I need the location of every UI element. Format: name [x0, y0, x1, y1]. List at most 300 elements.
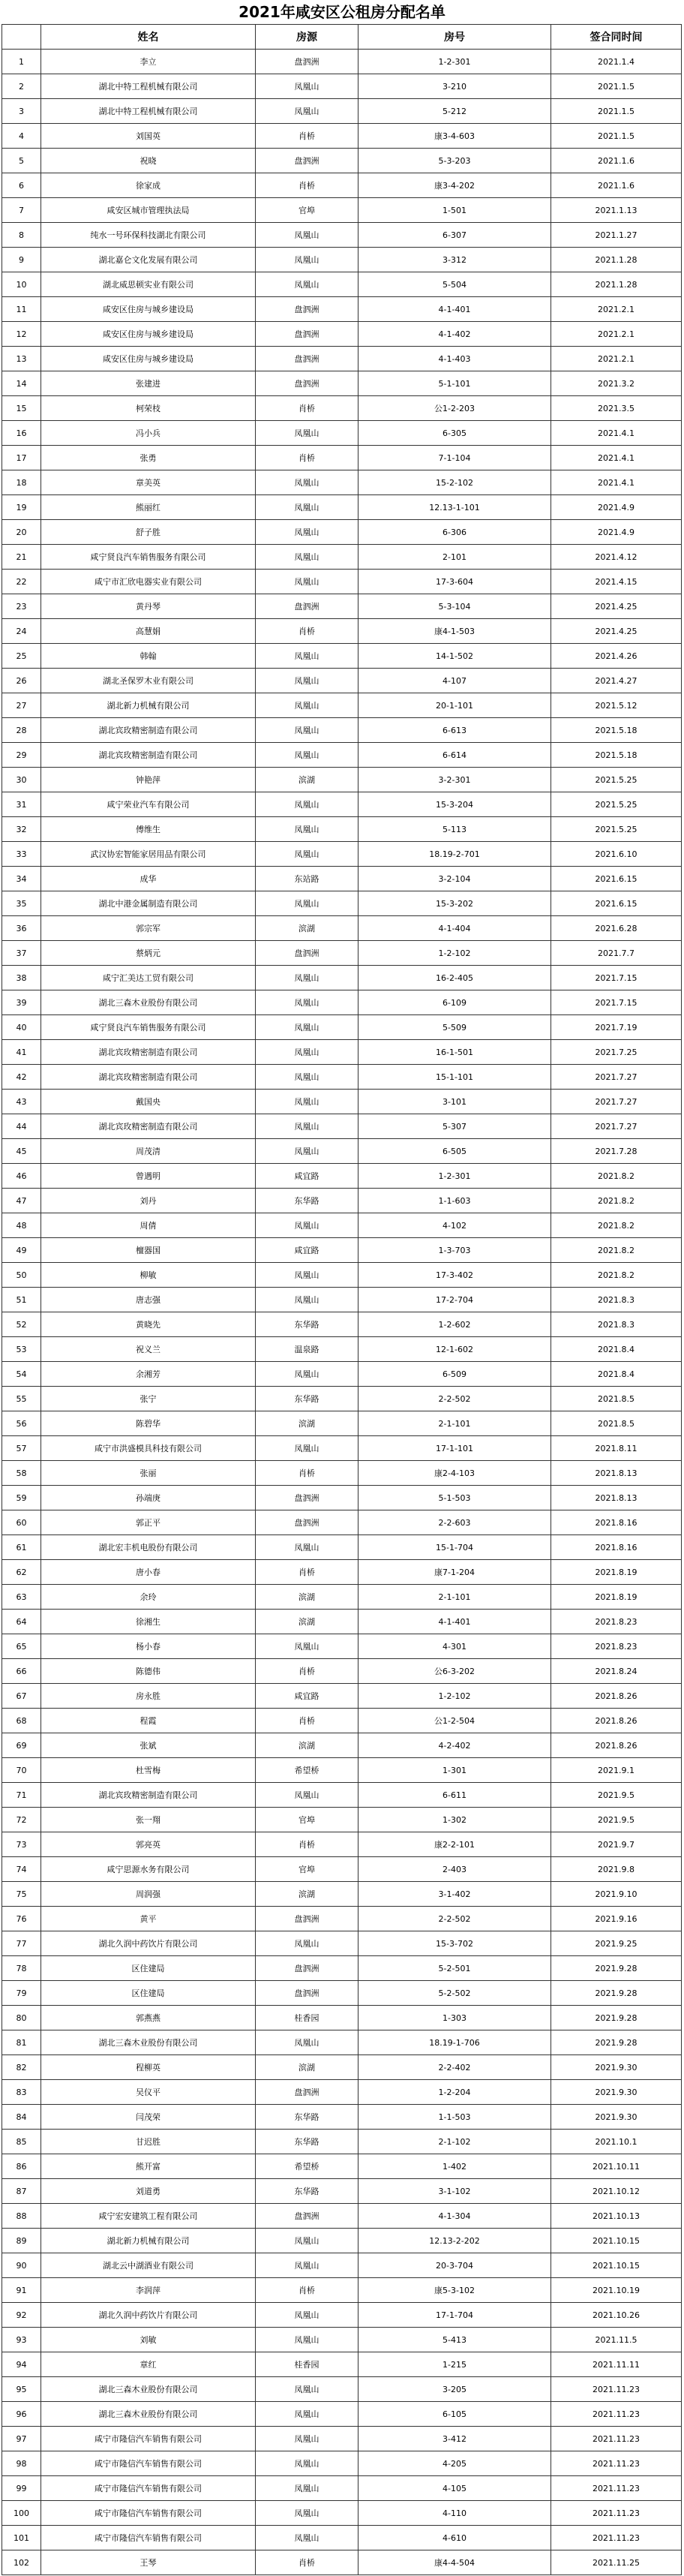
table-row [2, 2278, 682, 2303]
row-name: 杜雪梅 [41, 1758, 256, 1783]
row-name: 区住建局 [41, 1956, 256, 1981]
row-contract-date: 2021.7.15 [551, 990, 682, 1015]
row-room-number: 2-1-101 [358, 1585, 551, 1610]
row-room-number: 15-3-702 [358, 1931, 551, 1956]
row-housing-source: 凤凰山 [256, 1634, 358, 1659]
row-name: 张勇 [41, 446, 256, 470]
table-row [2, 1981, 682, 2006]
row-index: 2 [2, 74, 41, 99]
row-room-number: 3-412 [358, 2427, 551, 2451]
row-index: 28 [2, 718, 41, 743]
row-housing-source: 凤凰山 [256, 1213, 358, 1238]
row-name: 唐小春 [41, 1560, 256, 1585]
row-room-number: 17-1-101 [358, 1436, 551, 1461]
row-contract-date: 2021.9.28 [551, 2006, 682, 2030]
row-index: 32 [2, 817, 41, 842]
row-contract-date: 2021.10.19 [551, 2278, 682, 2303]
row-room-number: 1-1-503 [358, 2105, 551, 2130]
row-housing-source: 凤凰山 [256, 545, 358, 570]
row-name: 湖北久润中药饮片有限公司 [41, 2303, 256, 2328]
row-housing-source: 凤凰山 [256, 470, 358, 495]
row-index: 31 [2, 792, 41, 817]
row-name: 湖北新力机械有限公司 [41, 693, 256, 718]
table-row [2, 2055, 682, 2080]
row-name: 咸宁市隆信汽车销售有限公司 [41, 2427, 256, 2451]
row-housing-source: 凤凰山 [256, 2253, 358, 2278]
table-row [2, 1337, 682, 1362]
row-index: 33 [2, 842, 41, 867]
row-contract-date: 2021.3.2 [551, 371, 682, 396]
row-housing-source: 桂香园 [256, 2352, 358, 2377]
row-index: 65 [2, 1634, 41, 1659]
row-index: 42 [2, 1065, 41, 1090]
row-contract-date: 2021.8.26 [551, 1733, 682, 1758]
table-row [2, 1659, 682, 1684]
row-housing-source: 凤凰山 [256, 248, 358, 272]
row-contract-date: 2021.6.10 [551, 842, 682, 867]
row-room-number: 15-1-101 [358, 1065, 551, 1090]
table-row [2, 619, 682, 644]
row-index: 93 [2, 2328, 41, 2352]
row-name: 刘敏 [41, 2328, 256, 2352]
row-contract-date: 2021.9.1 [551, 1758, 682, 1783]
row-contract-date: 2021.8.23 [551, 1634, 682, 1659]
row-contract-date: 2021.8.2 [551, 1164, 682, 1189]
row-contract-date: 2021.2.1 [551, 297, 682, 322]
row-contract-date: 2021.8.2 [551, 1238, 682, 1263]
row-index: 60 [2, 1510, 41, 1535]
row-contract-date: 2021.8.11 [551, 1436, 682, 1461]
row-housing-source: 凤凰山 [256, 842, 358, 867]
row-room-number: 4-102 [358, 1213, 551, 1238]
row-name: 咸宁市隆信汽车销售有限公司 [41, 2476, 256, 2501]
row-contract-date: 2021.6.15 [551, 867, 682, 891]
row-name: 陈德伟 [41, 1659, 256, 1684]
row-index: 56 [2, 1411, 41, 1436]
row-name: 柳敏 [41, 1263, 256, 1288]
row-index: 23 [2, 594, 41, 619]
row-index: 91 [2, 2278, 41, 2303]
row-room-number: 6-307 [358, 223, 551, 248]
row-index: 5 [2, 149, 41, 173]
row-contract-date: 2021.9.10 [551, 1882, 682, 1907]
row-room-number: 17-3-604 [358, 570, 551, 594]
row-contract-date: 2021.4.25 [551, 594, 682, 619]
row-name: 湖北中港金属制造有限公司 [41, 891, 256, 916]
row-name: 郭正平 [41, 1510, 256, 1535]
row-housing-source: 滨湖 [256, 1733, 358, 1758]
row-name: 李立 [41, 50, 256, 74]
row-room-number: 20-3-704 [358, 2253, 551, 2278]
row-room-number: 6-614 [358, 743, 551, 768]
row-index: 7 [2, 198, 41, 223]
row-index: 57 [2, 1436, 41, 1461]
row-contract-date: 2021.9.16 [551, 1907, 682, 1931]
row-name: 周润强 [41, 1882, 256, 1907]
row-room-number: 3-2-104 [358, 867, 551, 891]
row-name: 柯荣枝 [41, 396, 256, 421]
table-row [2, 2130, 682, 2154]
row-housing-source: 盘泗洲 [256, 594, 358, 619]
row-name: 周茂清 [41, 1139, 256, 1164]
row-room-number: 3-210 [358, 74, 551, 99]
row-contract-date: 2021.5.18 [551, 718, 682, 743]
row-contract-date: 2021.9.30 [551, 2055, 682, 2080]
row-contract-date: 2021.8.26 [551, 1684, 682, 1709]
table-row [2, 2501, 682, 2526]
row-index: 50 [2, 1263, 41, 1288]
row-housing-source: 凤凰山 [256, 2303, 358, 2328]
table-row [2, 2105, 682, 2130]
table-row [2, 470, 682, 495]
row-housing-source: 肖桥 [256, 1832, 358, 1857]
table-row [2, 371, 682, 396]
row-contract-date: 2021.4.9 [551, 520, 682, 545]
row-index: 73 [2, 1832, 41, 1857]
row-room-number: 16-2-405 [358, 966, 551, 990]
row-index: 62 [2, 1560, 41, 1585]
row-name: 湖北云中湖酒业有限公司 [41, 2253, 256, 2278]
table-row [2, 1733, 682, 1758]
row-name: 咸安区住房与城乡建设局 [41, 322, 256, 347]
row-index: 40 [2, 1015, 41, 1040]
table-row [2, 1610, 682, 1634]
row-room-number: 5-2-501 [358, 1956, 551, 1981]
row-name: 章美英 [41, 470, 256, 495]
row-housing-source: 咸宜路 [256, 1238, 358, 1263]
row-housing-source: 希望桥 [256, 2154, 358, 2179]
row-contract-date: 2021.1.6 [551, 173, 682, 198]
row-name: 郭亮英 [41, 1832, 256, 1857]
row-room-number: 12.13-1-101 [358, 495, 551, 520]
table-row [2, 570, 682, 594]
row-room-number: 6-305 [358, 421, 551, 446]
row-name: 湖北圣保罗木业有限公司 [41, 669, 256, 693]
row-room-number: 3-2-301 [358, 768, 551, 792]
row-room-number: 康2-2-101 [358, 1832, 551, 1857]
table-row [2, 1956, 682, 1981]
row-name: 祝晓 [41, 149, 256, 173]
row-housing-source: 盘泗洲 [256, 2080, 358, 2105]
row-name: 黄晓先 [41, 1312, 256, 1337]
row-contract-date: 2021.11.5 [551, 2328, 682, 2352]
row-housing-source: 凤凰山 [256, 693, 358, 718]
row-room-number: 2-2-402 [358, 2055, 551, 2080]
table-row [2, 867, 682, 891]
row-housing-source: 东华路 [256, 1189, 358, 1213]
table-body [2, 50, 682, 2575]
row-name: 韩翰 [41, 644, 256, 669]
row-index: 27 [2, 693, 41, 718]
row-name: 湖北中特工程机械有限公司 [41, 74, 256, 99]
row-index: 80 [2, 2006, 41, 2030]
row-name: 刘国英 [41, 124, 256, 149]
row-index: 71 [2, 1783, 41, 1808]
row-name: 傅维生 [41, 817, 256, 842]
table-row [2, 1015, 682, 1040]
row-housing-source: 盘泗洲 [256, 941, 358, 966]
row-contract-date: 2021.10.12 [551, 2179, 682, 2204]
row-index: 22 [2, 570, 41, 594]
row-room-number: 15-2-102 [358, 470, 551, 495]
row-housing-source: 凤凰山 [256, 2402, 358, 2427]
row-contract-date: 2021.7.25 [551, 1040, 682, 1065]
row-name: 刘道勇 [41, 2179, 256, 2204]
table-row [2, 347, 682, 371]
table-row [2, 446, 682, 470]
row-index: 1 [2, 50, 41, 74]
table-row [2, 1263, 682, 1288]
row-housing-source: 凤凰山 [256, 2377, 358, 2402]
row-housing-source: 盘泗洲 [256, 149, 358, 173]
row-contract-date: 2021.9.28 [551, 1956, 682, 1981]
row-contract-date: 2021.9.7 [551, 1832, 682, 1857]
row-contract-date: 2021.8.16 [551, 1510, 682, 1535]
row-contract-date: 2021.10.11 [551, 2154, 682, 2179]
row-housing-source: 凤凰山 [256, 1535, 358, 1560]
row-room-number: 4-110 [358, 2501, 551, 2526]
row-housing-source: 凤凰山 [256, 99, 358, 124]
row-contract-date: 2021.7.27 [551, 1114, 682, 1139]
row-housing-source: 东华路 [256, 2179, 358, 2204]
row-housing-source: 凤凰山 [256, 1288, 358, 1312]
row-index: 98 [2, 2451, 41, 2476]
row-housing-source: 凤凰山 [256, 223, 358, 248]
row-index: 9 [2, 248, 41, 272]
row-housing-source: 咸宜路 [256, 1684, 358, 1709]
table-row [2, 1411, 682, 1436]
row-contract-date: 2021.1.13 [551, 198, 682, 223]
row-index: 35 [2, 891, 41, 916]
row-index: 85 [2, 2130, 41, 2154]
row-room-number: 5-3-203 [358, 149, 551, 173]
row-housing-source: 滨湖 [256, 1882, 358, 1907]
table-row [2, 2006, 682, 2030]
row-contract-date: 2021.9.8 [551, 1857, 682, 1882]
row-room-number: 1-2-602 [358, 1312, 551, 1337]
row-housing-source: 滨湖 [256, 1411, 358, 1436]
row-name: 张一翔 [41, 1808, 256, 1832]
row-room-number: 3-1-402 [358, 1882, 551, 1907]
row-name: 余玲 [41, 1585, 256, 1610]
row-name: 余湘芳 [41, 1362, 256, 1387]
row-room-number: 12.13-2-202 [358, 2229, 551, 2253]
row-index: 88 [2, 2204, 41, 2229]
row-contract-date: 2021.11.23 [551, 2377, 682, 2402]
row-room-number: 5-212 [358, 99, 551, 124]
row-index: 45 [2, 1139, 41, 1164]
row-contract-date: 2021.8.19 [551, 1560, 682, 1585]
row-contract-date: 2021.10.26 [551, 2303, 682, 2328]
table-row [2, 173, 682, 198]
row-housing-source: 肖桥 [256, 619, 358, 644]
row-name: 张建进 [41, 371, 256, 396]
table-row [2, 1510, 682, 1535]
table-row [2, 322, 682, 347]
row-index: 66 [2, 1659, 41, 1684]
row-name: 唐志强 [41, 1288, 256, 1312]
row-contract-date: 2021.11.23 [551, 2501, 682, 2526]
row-name: 程柳英 [41, 2055, 256, 2080]
row-housing-source: 肖桥 [256, 2278, 358, 2303]
row-name: 张斌 [41, 1733, 256, 1758]
row-index: 68 [2, 1709, 41, 1733]
row-room-number: 16-1-501 [358, 1040, 551, 1065]
row-index: 12 [2, 322, 41, 347]
table-row [2, 2476, 682, 2501]
row-room-number: 4-205 [358, 2451, 551, 2476]
row-room-number: 7-1-104 [358, 446, 551, 470]
header-housing-source: 房源 [256, 25, 358, 50]
row-index: 101 [2, 2526, 41, 2550]
row-room-number: 2-403 [358, 1857, 551, 1882]
table-row [2, 2402, 682, 2427]
table-row [2, 2229, 682, 2253]
row-name: 湖北宾玫精密制造有限公司 [41, 1065, 256, 1090]
row-contract-date: 2021.4.27 [551, 669, 682, 693]
row-housing-source: 凤凰山 [256, 1090, 358, 1114]
row-housing-source: 肖桥 [256, 396, 358, 421]
row-room-number: 18.19-1-706 [358, 2030, 551, 2055]
row-housing-source: 盘泗洲 [256, 1956, 358, 1981]
table-row [2, 1312, 682, 1337]
row-index: 94 [2, 2352, 41, 2377]
row-contract-date: 2021.7.19 [551, 1015, 682, 1040]
row-contract-date: 2021.9.25 [551, 1931, 682, 1956]
row-room-number: 公1-2-504 [358, 1709, 551, 1733]
table-row [2, 966, 682, 990]
row-index: 89 [2, 2229, 41, 2253]
row-name: 湖北久润中药饮片有限公司 [41, 1931, 256, 1956]
row-name: 湖北威思顿实业有限公司 [41, 272, 256, 297]
row-housing-source: 凤凰山 [256, 1931, 358, 1956]
row-housing-source: 凤凰山 [256, 966, 358, 990]
table-row [2, 718, 682, 743]
row-contract-date: 2021.7.27 [551, 1065, 682, 1090]
table-row [2, 693, 682, 718]
row-housing-source: 凤凰山 [256, 990, 358, 1015]
row-contract-date: 2021.4.12 [551, 545, 682, 570]
row-housing-source: 凤凰山 [256, 718, 358, 743]
row-name: 湖北新力机械有限公司 [41, 2229, 256, 2253]
row-name: 黄丹琴 [41, 594, 256, 619]
table-row [2, 297, 682, 322]
row-contract-date: 2021.11.23 [551, 2526, 682, 2550]
row-contract-date: 2021.11.23 [551, 2476, 682, 2501]
row-housing-source: 凤凰山 [256, 2030, 358, 2055]
row-index: 10 [2, 272, 41, 297]
row-name: 湖北三森木业股份有限公司 [41, 2030, 256, 2055]
row-name: 咸宁思源水务有限公司 [41, 1857, 256, 1882]
table-row [2, 2179, 682, 2204]
row-name: 黄平 [41, 1907, 256, 1931]
row-name: 孙端庚 [41, 1486, 256, 1510]
row-housing-source: 凤凰山 [256, 1139, 358, 1164]
row-name: 咸宁贤良汽车销售服务有限公司 [41, 545, 256, 570]
row-housing-source: 肖桥 [256, 1461, 358, 1486]
row-index: 21 [2, 545, 41, 570]
table-row [2, 1486, 682, 1510]
row-index: 6 [2, 173, 41, 198]
row-housing-source: 东华路 [256, 1387, 358, 1411]
row-name: 湖北三森木业股份有限公司 [41, 2402, 256, 2427]
row-name: 徐家成 [41, 173, 256, 198]
row-name: 咸安区城市管理执法局 [41, 198, 256, 223]
row-housing-source: 盘泗洲 [256, 1907, 358, 1931]
row-room-number: 4-1-401 [358, 297, 551, 322]
row-index: 72 [2, 1808, 41, 1832]
row-housing-source: 凤凰山 [256, 743, 358, 768]
row-room-number: 1-402 [358, 2154, 551, 2179]
row-room-number: 2-101 [358, 545, 551, 570]
row-index: 49 [2, 1238, 41, 1263]
table-row [2, 520, 682, 545]
row-index: 84 [2, 2105, 41, 2130]
row-contract-date: 2021.8.19 [551, 1585, 682, 1610]
row-contract-date: 2021.5.25 [551, 792, 682, 817]
table-row [2, 2526, 682, 2550]
row-contract-date: 2021.1.5 [551, 124, 682, 149]
row-contract-date: 2021.1.28 [551, 272, 682, 297]
row-contract-date: 2021.9.5 [551, 1808, 682, 1832]
table-row [2, 396, 682, 421]
row-housing-source: 希望桥 [256, 1758, 358, 1783]
row-room-number: 3-312 [358, 248, 551, 272]
row-room-number: 4-107 [358, 669, 551, 693]
row-room-number: 4-1-402 [358, 322, 551, 347]
row-index: 17 [2, 446, 41, 470]
row-housing-source: 凤凰山 [256, 2501, 358, 2526]
row-name: 湖北嘉仑文化发展有限公司 [41, 248, 256, 272]
row-name: 咸宁宏安建筑工程有限公司 [41, 2204, 256, 2229]
row-housing-source: 东华路 [256, 2130, 358, 2154]
table-row [2, 495, 682, 520]
row-housing-source: 凤凰山 [256, 421, 358, 446]
table-row [2, 1758, 682, 1783]
table-row [2, 644, 682, 669]
row-index: 14 [2, 371, 41, 396]
row-contract-date: 2021.2.1 [551, 347, 682, 371]
row-contract-date: 2021.9.30 [551, 2105, 682, 2130]
row-contract-date: 2021.11.23 [551, 2402, 682, 2427]
row-contract-date: 2021.8.16 [551, 1535, 682, 1560]
table-row [2, 1857, 682, 1882]
row-room-number: 4-105 [358, 2476, 551, 2501]
table-row [2, 149, 682, 173]
table-row [2, 248, 682, 272]
row-contract-date: 2021.11.11 [551, 2352, 682, 2377]
allocation-table [2, 24, 682, 2575]
row-contract-date: 2021.1.27 [551, 223, 682, 248]
table-row [2, 1065, 682, 1090]
table-row [2, 124, 682, 149]
table-row [2, 2030, 682, 2055]
row-index: 44 [2, 1114, 41, 1139]
row-name: 熊开富 [41, 2154, 256, 2179]
row-housing-source: 肖桥 [256, 1659, 358, 1684]
row-index: 36 [2, 916, 41, 941]
row-name: 周倩 [41, 1213, 256, 1238]
row-index: 16 [2, 421, 41, 446]
row-name: 冯小兵 [41, 421, 256, 446]
row-contract-date: 2021.1.5 [551, 74, 682, 99]
row-housing-source: 滨湖 [256, 1610, 358, 1634]
row-index: 102 [2, 2550, 41, 2575]
row-room-number: 1-2-102 [358, 1684, 551, 1709]
row-index: 18 [2, 470, 41, 495]
row-index: 79 [2, 1981, 41, 2006]
row-contract-date: 2021.8.26 [551, 1709, 682, 1733]
